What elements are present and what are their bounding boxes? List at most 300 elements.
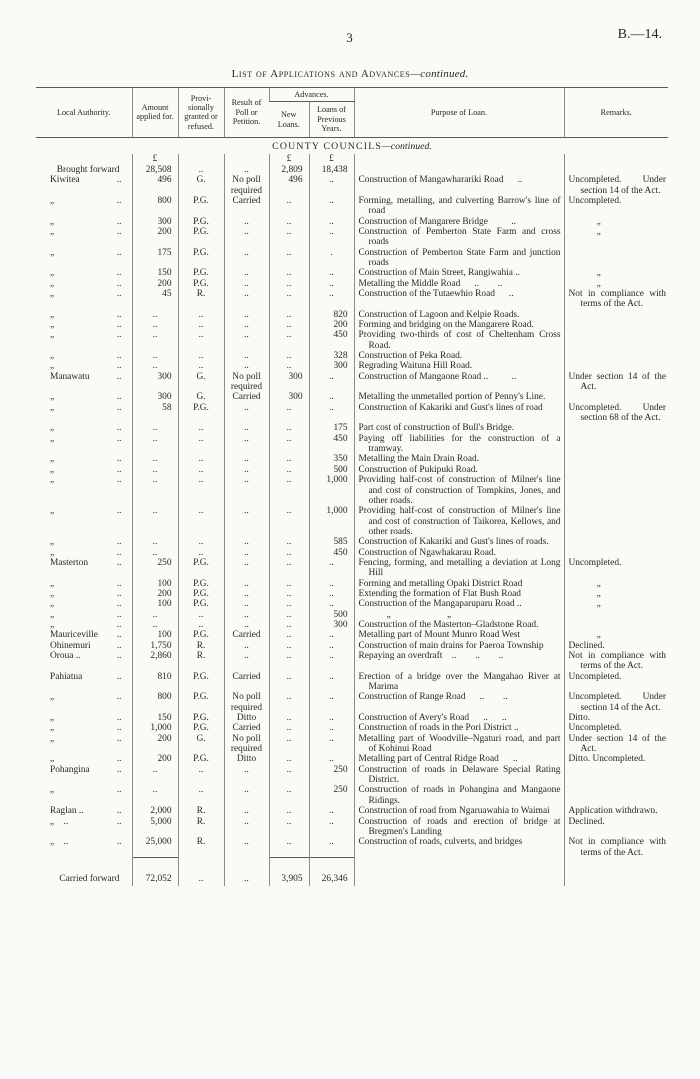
cell-provisionally-granted: P.G.: [178, 227, 224, 248]
cell-previous-years: ..: [309, 630, 354, 640]
cell-local-authority: Mauriceville ..: [50, 630, 122, 641]
table-row: [36, 558, 668, 579]
section-heading-row: [36, 137, 668, 154]
table-row: [36, 620, 668, 630]
cell-previous-years: ..: [309, 817, 354, 838]
cell-remarks: Declined.: [564, 817, 668, 838]
table-row: [36, 268, 668, 278]
cell-remarks: [564, 310, 668, 320]
table-row: [36, 154, 668, 164]
cell-purpose: Construction of Ngawhakarau Road.: [354, 548, 564, 558]
cell-previous-years: 585: [309, 537, 354, 547]
cell-poll-result: ..: [224, 610, 269, 620]
cell-amount-applied: 200: [132, 227, 178, 248]
cell-new-loans: ..: [269, 620, 309, 630]
cell-purpose: Construction of Pemberton State Farm and cross roads: [354, 227, 564, 248]
cell-new-loans: ..: [269, 268, 309, 278]
cell-previous-years: ..: [309, 196, 354, 217]
cell-local-authority: „ ..: [50, 392, 122, 403]
cell-local-authority: „ ..: [50, 351, 122, 362]
cell-local-authority: „ ..: [50, 433, 122, 444]
cell-local-authority: Kiwitea ..: [50, 175, 122, 186]
cell-provisionally-granted: ..: [178, 620, 224, 630]
table-row: [36, 579, 668, 589]
table-row: [36, 651, 668, 672]
cell-previous-years: ..: [309, 692, 354, 713]
cell-remarks: Uncompleted.: [564, 196, 668, 217]
cell-remarks: [564, 785, 668, 806]
cell-provisionally-granted: ..: [178, 165, 224, 175]
cell-poll-result: ..: [224, 765, 269, 786]
cell-purpose: Metalling part of Central Ridge Road ..: [354, 754, 564, 764]
cell-purpose: Extending the formation of Flat Bush Road: [354, 589, 564, 599]
table-row: [36, 672, 668, 693]
cell-local-authority: „ ..: [50, 754, 122, 765]
cell-local-authority: „ ..: [50, 309, 122, 320]
cell-poll-result: Carried: [224, 392, 269, 402]
cell-new-loans: 300: [269, 372, 309, 393]
cell-purpose: Metalling the Middle Road .. ..: [354, 279, 564, 289]
cell-amount-applied: 72,052: [132, 858, 178, 887]
cell-provisionally-granted: G.: [178, 175, 224, 196]
cell-amount-applied: 2,860: [132, 651, 178, 672]
cell-previous-years: ..: [309, 175, 354, 196]
cell-provisionally-granted: ..: [178, 320, 224, 330]
col-header-purpose: Purpose of Loan.: [354, 88, 564, 138]
cell-previous-years: 1,000: [309, 506, 354, 537]
cell-poll-result: ..: [224, 361, 269, 371]
cell-new-loans: ..: [269, 692, 309, 713]
cell-previous-years: ..: [309, 372, 354, 393]
cell-amount-applied: ..: [132, 434, 178, 455]
cell-new-loans: ..: [269, 785, 309, 806]
cell-amount-applied: ..: [132, 765, 178, 786]
cell-previous-years: ..: [309, 392, 354, 402]
cell-poll-result: ..: [224, 641, 269, 651]
cell-local-authority: „ ..: [50, 609, 122, 620]
cell-amount-applied: 1,000: [132, 723, 178, 733]
cell-new-loans: ..: [269, 713, 309, 723]
cell-provisionally-granted: G.: [178, 392, 224, 402]
cell-provisionally-granted: ..: [178, 310, 224, 320]
table-row: [36, 817, 668, 838]
cell-poll-result: ..: [224, 785, 269, 806]
cell-remarks: [564, 506, 668, 537]
cell-previous-years: 18,438: [309, 165, 354, 175]
cell-purpose: Construction of Avery's Road .. ..: [354, 713, 564, 723]
cell-new-loans: ..: [269, 558, 309, 579]
cell-new-loans: ..: [269, 630, 309, 640]
cell-remarks: [564, 620, 668, 630]
cell-remarks: „: [564, 268, 668, 278]
cell-purpose: Construction of Mangawharariki Road ..: [354, 175, 564, 196]
cell-amount-applied: 25,000: [132, 837, 178, 858]
cell-remarks: [564, 423, 668, 433]
table-row: [36, 320, 668, 330]
cell-remarks: [564, 165, 668, 175]
cell-purpose: Metalling part of Mount Munro Road West: [354, 630, 564, 640]
cell-provisionally-granted: R.: [178, 651, 224, 672]
cell-purpose: Construction of roads and erection of bridge at Bregmen's Landing: [354, 817, 564, 838]
cell-new-loans: ..: [269, 806, 309, 816]
cell-remarks: [564, 434, 668, 455]
cell-poll-result: ..: [224, 268, 269, 278]
cell-previous-years: £: [309, 154, 354, 164]
cell-provisionally-granted: ..: [178, 548, 224, 558]
cell-provisionally-granted: P.G.: [178, 248, 224, 269]
cell-purpose: Construction of main drains for Paeroa Township: [354, 641, 564, 651]
cell-remarks: [564, 765, 668, 786]
col-header-new-loans: New Loans.: [269, 102, 309, 137]
section-heading-main: COUNTY COUNCILS: [272, 140, 383, 152]
cell-new-loans: ..: [269, 599, 309, 609]
cell-previous-years: 450: [309, 548, 354, 558]
cell-purpose: Construction of Peka Road.: [354, 351, 564, 361]
cell-local-authority: „ ..: [50, 506, 122, 517]
cell-amount-applied: 300: [132, 372, 178, 393]
table-row: [36, 641, 668, 651]
cell-previous-years: ..: [309, 558, 354, 579]
cell-previous-years: 250: [309, 785, 354, 806]
cell-remarks: [564, 361, 668, 371]
cell-remarks: „: [564, 217, 668, 227]
cell-purpose: Construction of roads in Delaware Special Rating District.: [354, 765, 564, 786]
cell-previous-years: ..: [309, 672, 354, 693]
cell-new-loans: ..: [269, 537, 309, 547]
cell-amount-applied: ..: [132, 610, 178, 620]
cell-remarks: [564, 320, 668, 330]
table-row: [36, 248, 668, 269]
cell-amount-applied: ..: [132, 506, 178, 537]
cell-purpose: Construction of Pemberton State Farm and junction roads: [354, 248, 564, 269]
table-row: [36, 548, 668, 558]
cell-remarks: Not in compliance with terms of the Act.: [564, 651, 668, 672]
table-row: [36, 330, 668, 351]
cell-amount-applied: ..: [132, 537, 178, 547]
cell-remarks: [564, 392, 668, 402]
cell-poll-result: Carried: [224, 672, 269, 693]
cell-previous-years: ..: [309, 589, 354, 599]
cell-purpose: Construction of roads in the Pori District ..: [354, 723, 564, 733]
cell-provisionally-granted: ..: [178, 506, 224, 537]
cell-new-loans: 300: [269, 392, 309, 402]
cell-new-loans: £: [269, 154, 309, 164]
cell-remarks: Not in compliance with terms of the Act.: [564, 289, 668, 310]
table-row: [36, 837, 668, 858]
cell-remarks: [564, 475, 668, 506]
cell-provisionally-granted: ..: [178, 765, 224, 786]
cell-amount-applied: ..: [132, 320, 178, 330]
cell-poll-result: Carried: [224, 723, 269, 733]
cell-new-loans: 3,905: [269, 858, 309, 887]
cell-new-loans: ..: [269, 475, 309, 506]
table-row: [36, 754, 668, 764]
table-row: [36, 630, 668, 640]
cell-purpose: [354, 858, 564, 887]
cell-provisionally-granted: G.: [178, 734, 224, 755]
cell-local-authority: „ ..: [50, 288, 122, 299]
cell-new-loans: ..: [269, 837, 309, 858]
cell-new-loans: ..: [269, 610, 309, 620]
cell-purpose: Providing half-cost of construction of Milner's line and cost of construction of Tompkins, Jones, and other roads.: [354, 475, 564, 506]
cell-purpose: Providing half-cost of construction of Milner's line and cost of construction of Taikorea, Kellows, and other roads.: [354, 506, 564, 537]
cell-remarks: Ditto.: [564, 713, 668, 723]
col-header-advances: Advances.: [269, 88, 354, 102]
cell-provisionally-granted: P.G.: [178, 723, 224, 733]
cell-previous-years: ..: [309, 217, 354, 227]
cell-provisionally-granted: P.G.: [178, 599, 224, 609]
cell-new-loans: ..: [269, 279, 309, 289]
cell-provisionally-granted: ..: [178, 610, 224, 620]
cell-previous-years: 200: [309, 320, 354, 330]
cell-previous-years: ..: [309, 289, 354, 310]
cell-provisionally-granted: P.G.: [178, 217, 224, 227]
cell-poll-result: ..: [224, 465, 269, 475]
cell-remarks: [564, 537, 668, 547]
cell-purpose: Construction of Kakariki and Gust's lines of road: [354, 403, 564, 424]
document-reference: B.—14.: [617, 27, 662, 42]
cell-poll-result: ..: [224, 165, 269, 175]
table-row: [36, 217, 668, 227]
cell-poll-result: ..: [224, 651, 269, 672]
cell-poll-result: ..: [224, 434, 269, 455]
cell-local-authority: „ ..: [50, 733, 122, 744]
cell-poll-result: ..: [224, 548, 269, 558]
cell-purpose: „ „: [354, 610, 564, 620]
cell-purpose: [354, 154, 564, 164]
cell-new-loans: ..: [269, 465, 309, 475]
cell-local-authority: „ ..: [50, 278, 122, 289]
cell-new-loans: ..: [269, 227, 309, 248]
cell-remarks: [564, 154, 668, 164]
cell-amount-applied: 300: [132, 217, 178, 227]
table-row: [36, 723, 668, 733]
cell-amount-applied: 58: [132, 403, 178, 424]
cell-previous-years: 500: [309, 465, 354, 475]
col-header-remarks: Remarks.: [564, 88, 668, 138]
cell-previous-years: ..: [309, 723, 354, 733]
cell-provisionally-granted: ..: [178, 465, 224, 475]
cell-amount-applied: 28,508: [132, 165, 178, 175]
cell-previous-years: ..: [309, 268, 354, 278]
section-heading-continued: —continued.: [382, 140, 432, 152]
cell-previous-years: ..: [309, 403, 354, 424]
table-row: [36, 610, 668, 620]
table-row: [36, 506, 668, 537]
cell-poll-result: ..: [224, 310, 269, 320]
cell-previous-years: 300: [309, 361, 354, 371]
cell-provisionally-granted: ..: [178, 434, 224, 455]
cell-local-authority: „ ..: [50, 402, 122, 413]
cell-poll-result: Ditto: [224, 754, 269, 764]
cell-new-loans: ..: [269, 723, 309, 733]
cell-local-authority: „ .. ..: [50, 816, 122, 827]
cell-new-loans: ..: [269, 548, 309, 558]
cell-purpose: Forming, metalling, and culverting Barrow's line of road: [354, 196, 564, 217]
cell-purpose: Fencing, forming, and metalling a deviation at Long Hill: [354, 558, 564, 579]
table-row: [36, 403, 668, 424]
cell-provisionally-granted: P.G.: [178, 754, 224, 764]
cell-provisionally-granted: P.G.: [178, 279, 224, 289]
table-row: [36, 289, 668, 310]
cell-local-authority: „ .. ..: [50, 837, 122, 848]
cell-previous-years: 820: [309, 310, 354, 320]
table-row: [36, 806, 668, 816]
table-row: [36, 175, 668, 196]
cell-provisionally-granted: R.: [178, 641, 224, 651]
cell-purpose: Part cost of construction of Bull's Bridge.: [354, 423, 564, 433]
cell-new-loans: ..: [269, 330, 309, 351]
cell-purpose: Construction of roads, culverts, and bridges: [354, 837, 564, 858]
cell-amount-applied: 45: [132, 289, 178, 310]
cell-new-loans: ..: [269, 672, 309, 693]
cell-local-authority: Raglan .. ..: [50, 806, 122, 817]
cell-new-loans: ..: [269, 217, 309, 227]
cell-remarks: [564, 548, 668, 558]
cell-amount-applied: 150: [132, 268, 178, 278]
cell-local-authority: „ ..: [50, 713, 122, 724]
cell-previous-years: 450: [309, 434, 354, 455]
cell-previous-years: 450: [309, 330, 354, 351]
cell-provisionally-granted: G.: [178, 372, 224, 393]
cell-amount-applied: 2,000: [132, 806, 178, 816]
cell-local-authority: „ ..: [50, 619, 122, 630]
document-title-continued: —continued.: [410, 68, 469, 80]
cell-remarks: [564, 330, 668, 351]
cell-remarks: Under section 14 of the Act.: [564, 734, 668, 755]
cell-provisionally-granted: ..: [178, 454, 224, 464]
cell-poll-result: No poll required: [224, 372, 269, 393]
cell-amount-applied: 175: [132, 248, 178, 269]
cell-local-authority: Pohangina ..: [50, 764, 122, 775]
cell-local-authority: „ ..: [50, 454, 122, 465]
cell-new-loans: 2,809: [269, 165, 309, 175]
cell-new-loans: ..: [269, 506, 309, 537]
cell-previous-years: ..: [309, 806, 354, 816]
cell-new-loans: ..: [269, 734, 309, 755]
cell-local-authority: Masterton ..: [50, 557, 122, 568]
table-row: [36, 351, 668, 361]
cell-previous-years: .: [309, 248, 354, 269]
cell-remarks: [564, 248, 668, 269]
cell-provisionally-granted: R.: [178, 289, 224, 310]
col-header-provisionally-granted: Provisionally granted or refused.: [178, 88, 224, 138]
table-row: [36, 279, 668, 289]
cell-poll-result: ..: [224, 279, 269, 289]
cell-amount-applied: £: [132, 154, 178, 164]
cell-provisionally-granted: ..: [178, 785, 224, 806]
cell-poll-result: ..: [224, 403, 269, 424]
cell-amount-applied: 200: [132, 589, 178, 599]
cell-amount-applied: ..: [132, 620, 178, 630]
table-row: [36, 392, 668, 402]
table-row: [36, 537, 668, 547]
cell-amount-applied: 1,750: [132, 641, 178, 651]
cell-poll-result: Carried: [224, 196, 269, 217]
cell-provisionally-granted: ..: [178, 361, 224, 371]
cell-amount-applied: 200: [132, 279, 178, 289]
cell-poll-result: ..: [224, 837, 269, 858]
col-header-local-authority: Local Authority.: [36, 88, 132, 138]
cell-remarks: Uncompleted. Under section 14 of the Act.: [564, 175, 668, 196]
cell-remarks: Uncompleted.: [564, 723, 668, 733]
cell-local-authority: „ ..: [50, 599, 122, 610]
cell-purpose: Construction of Kakariki and Gust's lines of roads.: [354, 537, 564, 547]
cell-new-loans: ..: [269, 579, 309, 589]
table-row: [36, 692, 668, 713]
table-row: [36, 475, 668, 506]
cell-poll-result: ..: [224, 330, 269, 351]
cell-amount-applied: 496: [132, 175, 178, 196]
cell-purpose: Construction of Range Road .. ..: [354, 692, 564, 713]
table-row: [36, 589, 668, 599]
cell-provisionally-granted: ..: [178, 475, 224, 506]
cell-provisionally-granted: [178, 154, 224, 164]
cell-purpose: Construction of Lagoon and Kelpie Roads.: [354, 310, 564, 320]
document-title: [0, 68, 700, 80]
cell-purpose: Repaying an overdraft .. .. ..: [354, 651, 564, 672]
cell-remarks: [564, 610, 668, 620]
col-header-amount-applied: Amount applied for.: [132, 88, 178, 138]
cell-local-authority: Oroua .. ..: [50, 651, 122, 662]
cell-new-loans: ..: [269, 641, 309, 651]
cell-new-loans: ..: [269, 423, 309, 433]
cell-previous-years: ..: [309, 579, 354, 589]
cell-local-authority: Pahiatua ..: [50, 671, 122, 682]
document-title-main: List of Applications and Advances: [231, 68, 411, 80]
cell-amount-applied: 800: [132, 196, 178, 217]
cell-local-authority: „ ..: [50, 475, 122, 486]
cell-poll-result: Carried: [224, 630, 269, 640]
cell-previous-years: 1,000: [309, 475, 354, 506]
cell-remarks: „: [564, 630, 668, 640]
cell-purpose: Metalling the unmetalled portion of Penny's Line.: [354, 392, 564, 402]
cell-local-authority: „ ..: [50, 268, 122, 279]
cell-poll-result: ..: [224, 589, 269, 599]
cell-purpose: Providing two-thirds of cost of Cheltenham Cross Road.: [354, 330, 564, 351]
cell-amount-applied: ..: [132, 785, 178, 806]
cell-purpose: Construction of the Masterton–Gladstone Road.: [354, 620, 564, 630]
cell-remarks: „: [564, 227, 668, 248]
cell-provisionally-granted: P.G.: [178, 403, 224, 424]
cell-amount-applied: 150: [132, 713, 178, 723]
cell-poll-result: No poll required: [224, 734, 269, 755]
cell-amount-applied: ..: [132, 475, 178, 506]
cell-previous-years: 175: [309, 423, 354, 433]
cell-provisionally-granted: ..: [178, 858, 224, 887]
cell-previous-years: ..: [309, 734, 354, 755]
cell-poll-result: ..: [224, 817, 269, 838]
table-row: [36, 434, 668, 455]
cell-previous-years: ..: [309, 641, 354, 651]
cell-poll-result: ..: [224, 248, 269, 269]
cell-amount-applied: ..: [132, 423, 178, 433]
cell-provisionally-granted: P.G.: [178, 630, 224, 640]
cell-remarks: [564, 465, 668, 475]
cell-amount-applied: 200: [132, 734, 178, 755]
cell-remarks: Uncompleted. Under section 68 of the Act.: [564, 403, 668, 424]
table-row: [36, 599, 668, 609]
cell-provisionally-granted: R.: [178, 806, 224, 816]
cell-amount-applied: 250: [132, 558, 178, 579]
cell-purpose: Construction of the Tutaewhio Road ..: [354, 289, 564, 310]
cell-provisionally-granted: P.G.: [178, 692, 224, 713]
table-body: [36, 137, 668, 886]
cell-previous-years: ..: [309, 651, 354, 672]
cell-local-authority: „ ..: [50, 216, 122, 227]
cell-previous-years: 500: [309, 610, 354, 620]
page-number: 3: [346, 30, 354, 45]
